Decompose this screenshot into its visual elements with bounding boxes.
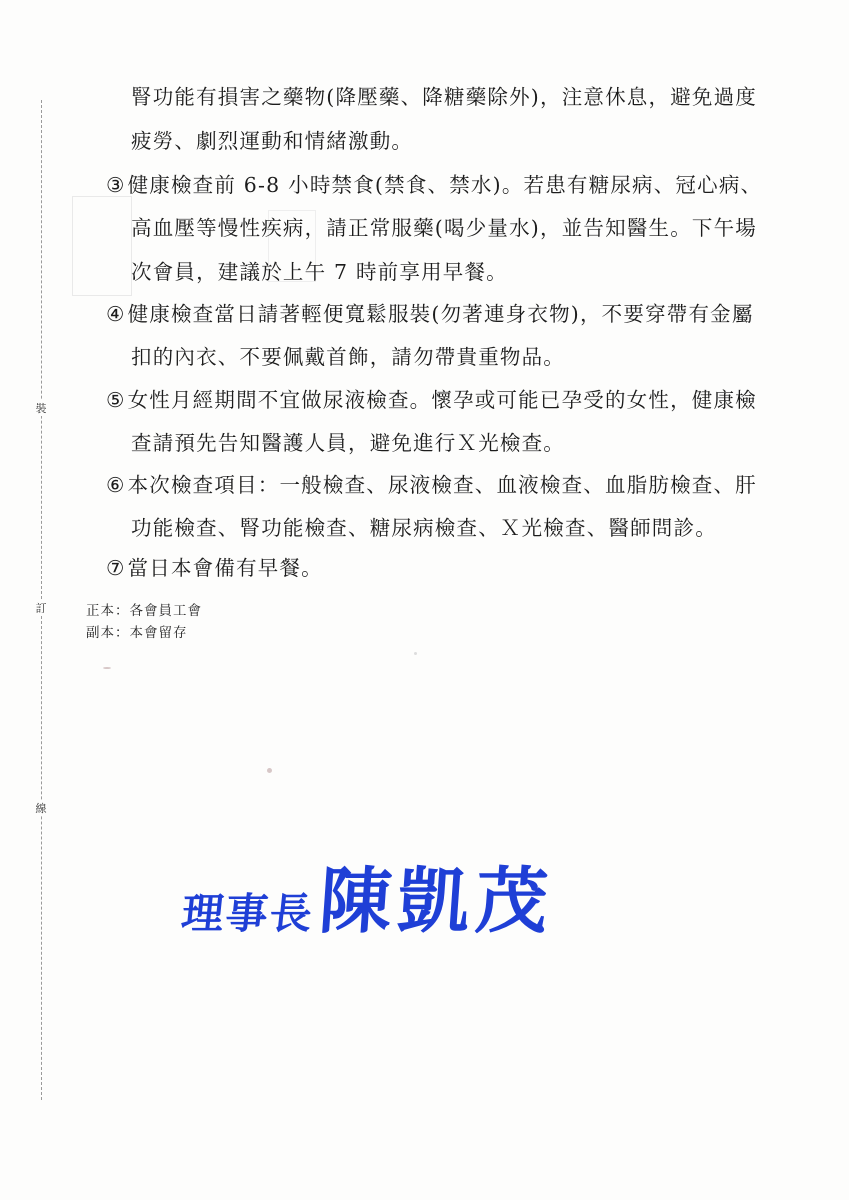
- signature-name: 陳凱茂: [316, 858, 557, 943]
- body-line-text: 健康檢查前 6-8 小時禁食(禁食、禁水)。若患有糖尿病、冠心病、: [127, 173, 763, 197]
- chairman-signature-stamp: [179, 843, 557, 943]
- body-line-text: 當日本會備有早餐。: [127, 556, 323, 580]
- body-line-2: [131, 124, 413, 154]
- body-line-text: 功能檢查、腎功能檢查、糖尿病檢查、Ｘ光檢查、醫師問診。: [131, 516, 717, 540]
- scan-speck: [414, 652, 417, 655]
- body-line-text: 查請預先告知醫護人員，避免進行Ｘ光檢查。: [131, 431, 565, 455]
- body-item-7: [106, 551, 323, 581]
- body-item-3: [106, 168, 762, 198]
- body-line-5: [131, 255, 508, 285]
- faint-stamp-ghost: [72, 196, 132, 296]
- distribution-original: 正本：各會員工會: [86, 603, 202, 619]
- body-line-text: 腎功能有損害之藥物(降壓藥、降糖藥除外)，注意休息，避免過度: [131, 85, 757, 109]
- signature-title: 理事長: [179, 889, 317, 938]
- body-line-7: [131, 340, 565, 370]
- body-item-5: [106, 383, 757, 413]
- body-line-1: [131, 80, 757, 110]
- binding-char-xian: 線: [33, 800, 49, 816]
- body-line-text: 疲勞、劇烈運動和情緒激動。: [131, 129, 414, 153]
- body-line-11: [131, 511, 717, 541]
- item-number-3: ③: [106, 173, 126, 197]
- item-number-6: ⑥: [106, 473, 126, 497]
- item-number-5: ⑤: [106, 388, 126, 412]
- body-item-6: [106, 468, 757, 498]
- item-number-4: ④: [106, 302, 126, 326]
- body-line-text: 高血壓等慢性疾病，請正常服藥(喝少量水)，並告知醫生。下午場: [131, 216, 757, 240]
- body-line-text: 次會員，建議於上午 7 時前享用早餐。: [131, 260, 508, 284]
- binding-char-ding: 訂: [33, 600, 49, 616]
- body-line-text: 本次檢查項目：一般檢查、尿液檢查、血液檢查、血脂肪檢查、肝: [127, 473, 757, 497]
- scan-speck: [103, 667, 111, 669]
- body-line-text: 扣的內衣、不要佩戴首飾，請勿帶貴重物品。: [131, 345, 565, 369]
- binding-char-zhuang: 裝: [33, 400, 49, 416]
- body-line-9: [131, 426, 565, 456]
- body-item-4: [106, 297, 754, 327]
- item-number-7: ⑦: [106, 556, 126, 580]
- scan-speck: [267, 768, 272, 773]
- distribution-copy: 副本：本會留存: [86, 625, 188, 641]
- body-line-text: 健康檢查當日請著輕便寬鬆服裝(勿著連身衣物)，不要穿帶有金屬: [127, 302, 754, 326]
- body-line-4: [131, 211, 757, 241]
- body-line-text: 女性月經期間不宜做尿液檢查。懷孕或可能已孕受的女性，健康檢: [127, 388, 757, 412]
